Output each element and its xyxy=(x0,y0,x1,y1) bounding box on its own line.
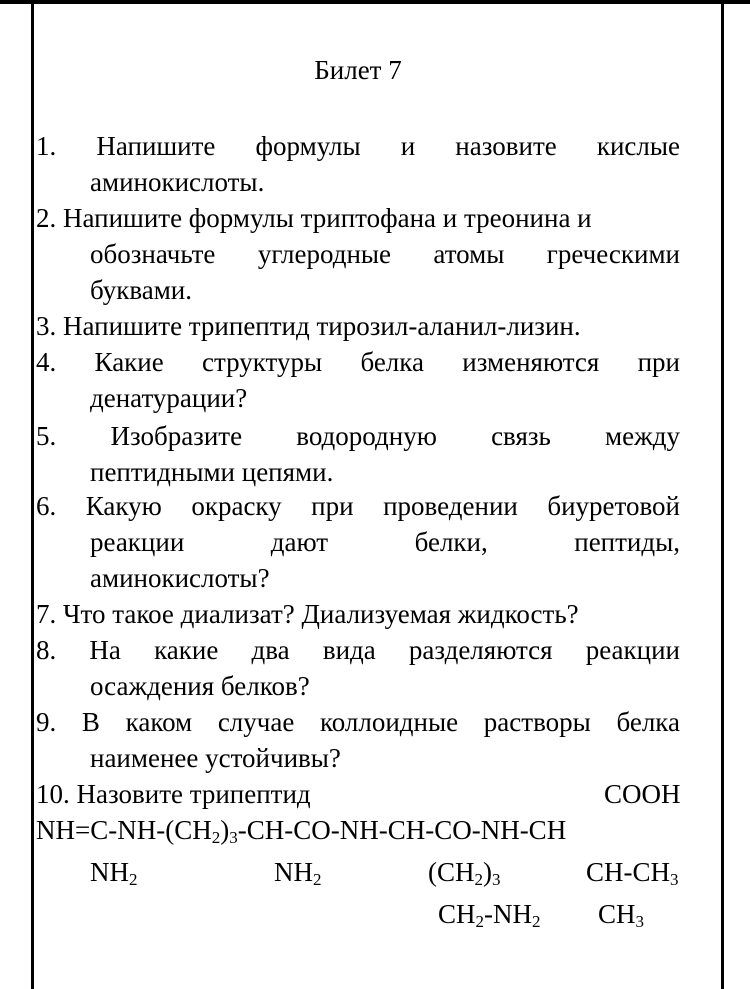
question-2-line-3: буквами. xyxy=(90,275,192,305)
question-10-line-1: 10. Назовите трипептид xyxy=(36,779,311,809)
formula-ch3: $CH_3$ xyxy=(598,899,645,931)
formula-main-chain: $NH=C-NH-(CH_2)_3-CH-CO-NH-CH-CO-NH-CH$ xyxy=(36,815,567,847)
question-8-line-1: 8. На какие два вида разделяются реакции xyxy=(36,635,680,665)
formula-ch-ch3: $CH-CH_3$ xyxy=(586,857,679,889)
question-10 xyxy=(36,776,680,812)
table-border-left xyxy=(31,0,34,989)
question-6 xyxy=(36,488,680,596)
ticket-title: Билет 7 xyxy=(314,55,402,85)
question-9 xyxy=(36,704,680,776)
question-4-line-1: 4. Какие структуры белка изменяются при xyxy=(36,347,680,377)
question-8 xyxy=(36,632,680,704)
question-9-line-2: наименее устойчивы? xyxy=(90,743,341,773)
question-1-line-1: 1. Напишите формулы и назовите кислые xyxy=(36,131,680,161)
question-1 xyxy=(36,128,680,200)
formula-nh2-2: $NH_2$ xyxy=(274,857,322,889)
question-1-line-2: аминокислоты. xyxy=(90,167,265,197)
question-5-line-1: 5. Изобразите водородную связь между xyxy=(36,421,680,451)
question-5 xyxy=(36,418,680,490)
formula-ch2-3: $(CH_2)_3$ xyxy=(428,857,501,889)
formula-cooh: COOH xyxy=(604,779,681,809)
question-9-line-1: 9. В каком случае коллоидные растворы белка xyxy=(36,707,680,737)
table-border-right xyxy=(721,0,724,989)
formula-nh2-1: $NH_2$ xyxy=(90,857,138,889)
table-border-top xyxy=(0,0,750,4)
question-7-line-1: 7. Что такое диализат? Диализуемая жидкость? xyxy=(36,599,579,629)
question-2-line-2: обозначьте углеродные атомы греческими xyxy=(90,239,680,269)
question-3 xyxy=(36,308,680,344)
question-4 xyxy=(36,344,680,416)
question-7 xyxy=(36,596,680,632)
question-3-line-1: 3. Напишите трипептид тирозил-аланил-лизин. xyxy=(36,311,581,341)
question-8-line-2: осаждения белков? xyxy=(90,671,310,701)
question-2 xyxy=(36,200,680,308)
question-6-line-2: реакции дают белки, пептиды, xyxy=(90,527,680,557)
question-4-line-2: денатурации? xyxy=(90,383,248,413)
question-6-line-1: 6. Какую окраску при проведении биуретовой xyxy=(36,491,680,521)
formula-ch2-nh2: $CH_2-NH_2$ xyxy=(438,899,541,931)
question-2-line-1: 2. Напишите формулы триптофана и треонина и xyxy=(36,203,592,233)
question-5-line-2: пептидными цепями. xyxy=(90,457,334,487)
question-6-line-3: аминокислоты? xyxy=(90,563,270,593)
